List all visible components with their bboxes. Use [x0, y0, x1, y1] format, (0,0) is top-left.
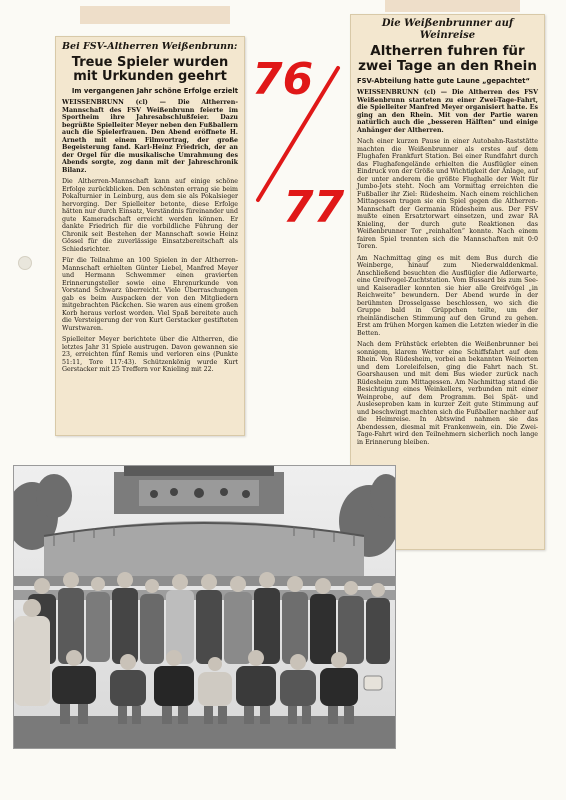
left-dateline: WEISSENBRUNN (cl) — — [62, 99, 166, 106]
right-dateline: WEISSENBRUNN (cl) — — [357, 89, 447, 96]
left-headline: Treue Spieler wurden mit Urkunden geehrt — [71, 55, 229, 84]
group-photo-image — [14, 466, 395, 748]
right-paragraph: WEISSENBRUNN (cl) — Die Altherren des FSV Weißenbrunn starteten zu einer Zwei-Tage-Fahrt, die Spielleiter Manfred Meyer organisiert hatte. Es ging an den Rhein. Mit von der Partie waren natürlich auch die „besseren Hälften“ und einige Anhänger der Altherren. — [357, 89, 538, 134]
left-paragraph: WEISSENBRUNN (cl) — Die Altherren-Mannschaft des FSV Weißenbrunn feierte im Sportheim ihre Jahresabschlußfeier. Dazu begrüßte Spielleiter Meyer neben den Fußballern auch die Spielerfrauen. Den Abend eröffnete H. Arneth mit einem Filmvortrag, der große Begeisterung fand. Karl-Heinz Friedrich, der an der Orgel für die musikalische Umrahmung des Abends sorgte, zog dann mit der Jahreschronik Bilanz. — [62, 99, 238, 174]
right-subheadline: FSV-Abteilung hatte gute Laune „gepachtet“ — [357, 77, 530, 85]
left-paragraph: Die Altherren-Mannschaft kann auf einige schöne Erfolge zurückblicken. Den schönsten errang sie beim Pokalturnier in Leinburg, aus dem sie als Pokalsieger hervorging. Der Spielleiter betonte, diese Erfolge hätten nur durch Einsatz, Verständnis füreinander und gute Kameradschaft erreicht werden können. Er dankte Friedrich für die vorbildliche Führung der Chronik seit Bestehen der Mannschaft sowie Heinz Gössel für die zuverlässige Einsatzbereitschaft als Schiedsrichter. — [62, 178, 238, 253]
group-photo — [13, 465, 396, 749]
handwritten-number-bottom: 77 — [283, 182, 345, 233]
left-subheadline: Im vergangenen Jahr schöne Erfolge erzielt — [71, 87, 238, 95]
tape-strip — [385, 0, 520, 12]
left-kicker: Bei FSV-Altherren Weißenbrunn: — [62, 41, 238, 52]
punch-hole — [18, 256, 32, 270]
handwritten-number-top: 76 — [252, 54, 314, 105]
right-headline: Altherren fuhren für zwei Tage an den Rhein — [358, 43, 537, 74]
right-kicker: Die Weißenbrunner auf Weinreise — [381, 18, 514, 41]
left-clipping — [55, 36, 245, 436]
left-paragraph: Für die Teilnahme an 100 Spielen in der Altherren-Mannschaft erhielten Günter Liebel, Manfred Meyer und Hermann Schwemmer einen gravierten Erinnerungsteller sowie eine Ehrenurkunde von Vorstand Schwarz überreicht. Viele Überraschungen gab es beim Auspacken der von den Mitgliedern mitgebrachten Päckchen. Sie waren aus einem großen Korb heraus verlost worden. Viel Spaß bereitete auch die Versteigerung der von Kurt Gerstacker gestifteten Wurstwaren. — [62, 257, 238, 332]
tape-strip — [80, 6, 230, 24]
right-paragraph: Am Nachmittag ging es mit dem Bus durch die Weinberge, hinauf zum Niederwalddenkmal. Anschließend besuchten die Ausflügler die Adlerwarte, eine Greifvogel-Zuchtstation. Vom Bussard bis zum See- und Kaiseradler konnten sie hier alle Greifvögel „in Reichweite“ bewundern. Der Abend wurde in der berühmten Drosselgasse beschlossen, wo sich die Gruppe bald in Grüppchen teilte, um der rheinländischen Stimmung auf den Grund zu gehen. Erst am frühen Morgen kamen die Letzten wieder in die Betten. — [357, 254, 538, 337]
left-paragraph: Spielleiter Meyer berichtete über die Altherren, die letztes Jahr 31 Spiele austrugen. Davon gewannen sie 23, erreichten fünf Remis und verloren eins (Punkte 51:11, Tore 117:43). Schützenkönig wurde Kurt Gerstacker mit 25 Treffern vor Knieling mit 22. — [62, 336, 238, 373]
right-paragraph: Nach dem Frühstück erlebten die Weißenbrunner bei sonnigem, klarem Wetter eine Schiffsfahrt auf dem Rhein. Von Rüdesheim, vorbei an bekannten Weinorten und dem Loreleifelsen, ging die Fahrt nach St. Goarshausen und mit dem Bus wieder zurück nach Rüdesheim zum Mittagessen. Am Nachmittag stand die Besichtigung eines Weinkellers, verbunden mit einer Weinprobe, auf dem Programm. Bei Spät- und Ausleseproben kam in kurzer Zeit gute Stimmung auf und beschwingt machten sich die Fußballer nachher auf die Heimreise. In Abtswind nahmen sie das Abendessen, diesmal mit Frankenwein, ein. Die Zwei-Tage-Fahrt wird den Teilnehmern sicherlich noch lange in Erinnerung bleiben. — [357, 341, 538, 446]
right-paragraph: Nach einer kurzen Pause in einer Autobahn-Raststätte machten die Weißenbrunner als erstes auf dem Flughafen Frankfurt Station. Bei einer Rundfahrt durch das Flughafengelände erhielten die Ausflügler einen Eindruck von der Größe und Wichtigkeit der Anlage, auf der unter anderem die größte Flughalle der Welt für Jumbo-Jets steht. Noch am Vormittag erreichten die Fußballer ihr Ziel: Rüdesheim. Nach einem reichlichen Mittagessen trugen sie ein Spiel gegen die Altherren-Mannschaft der Germania Rüdesheim aus. Der FSV mußte einen Ersatztorwart einsetzen, und zwar RA Knieling, der durch gute Reaktionen das Weißenbrunner Tor „reinhalten“ konnte. Nach einem fairen Spiel trennten sich die Mannschaften mit 0:0 Toren. — [357, 138, 538, 250]
